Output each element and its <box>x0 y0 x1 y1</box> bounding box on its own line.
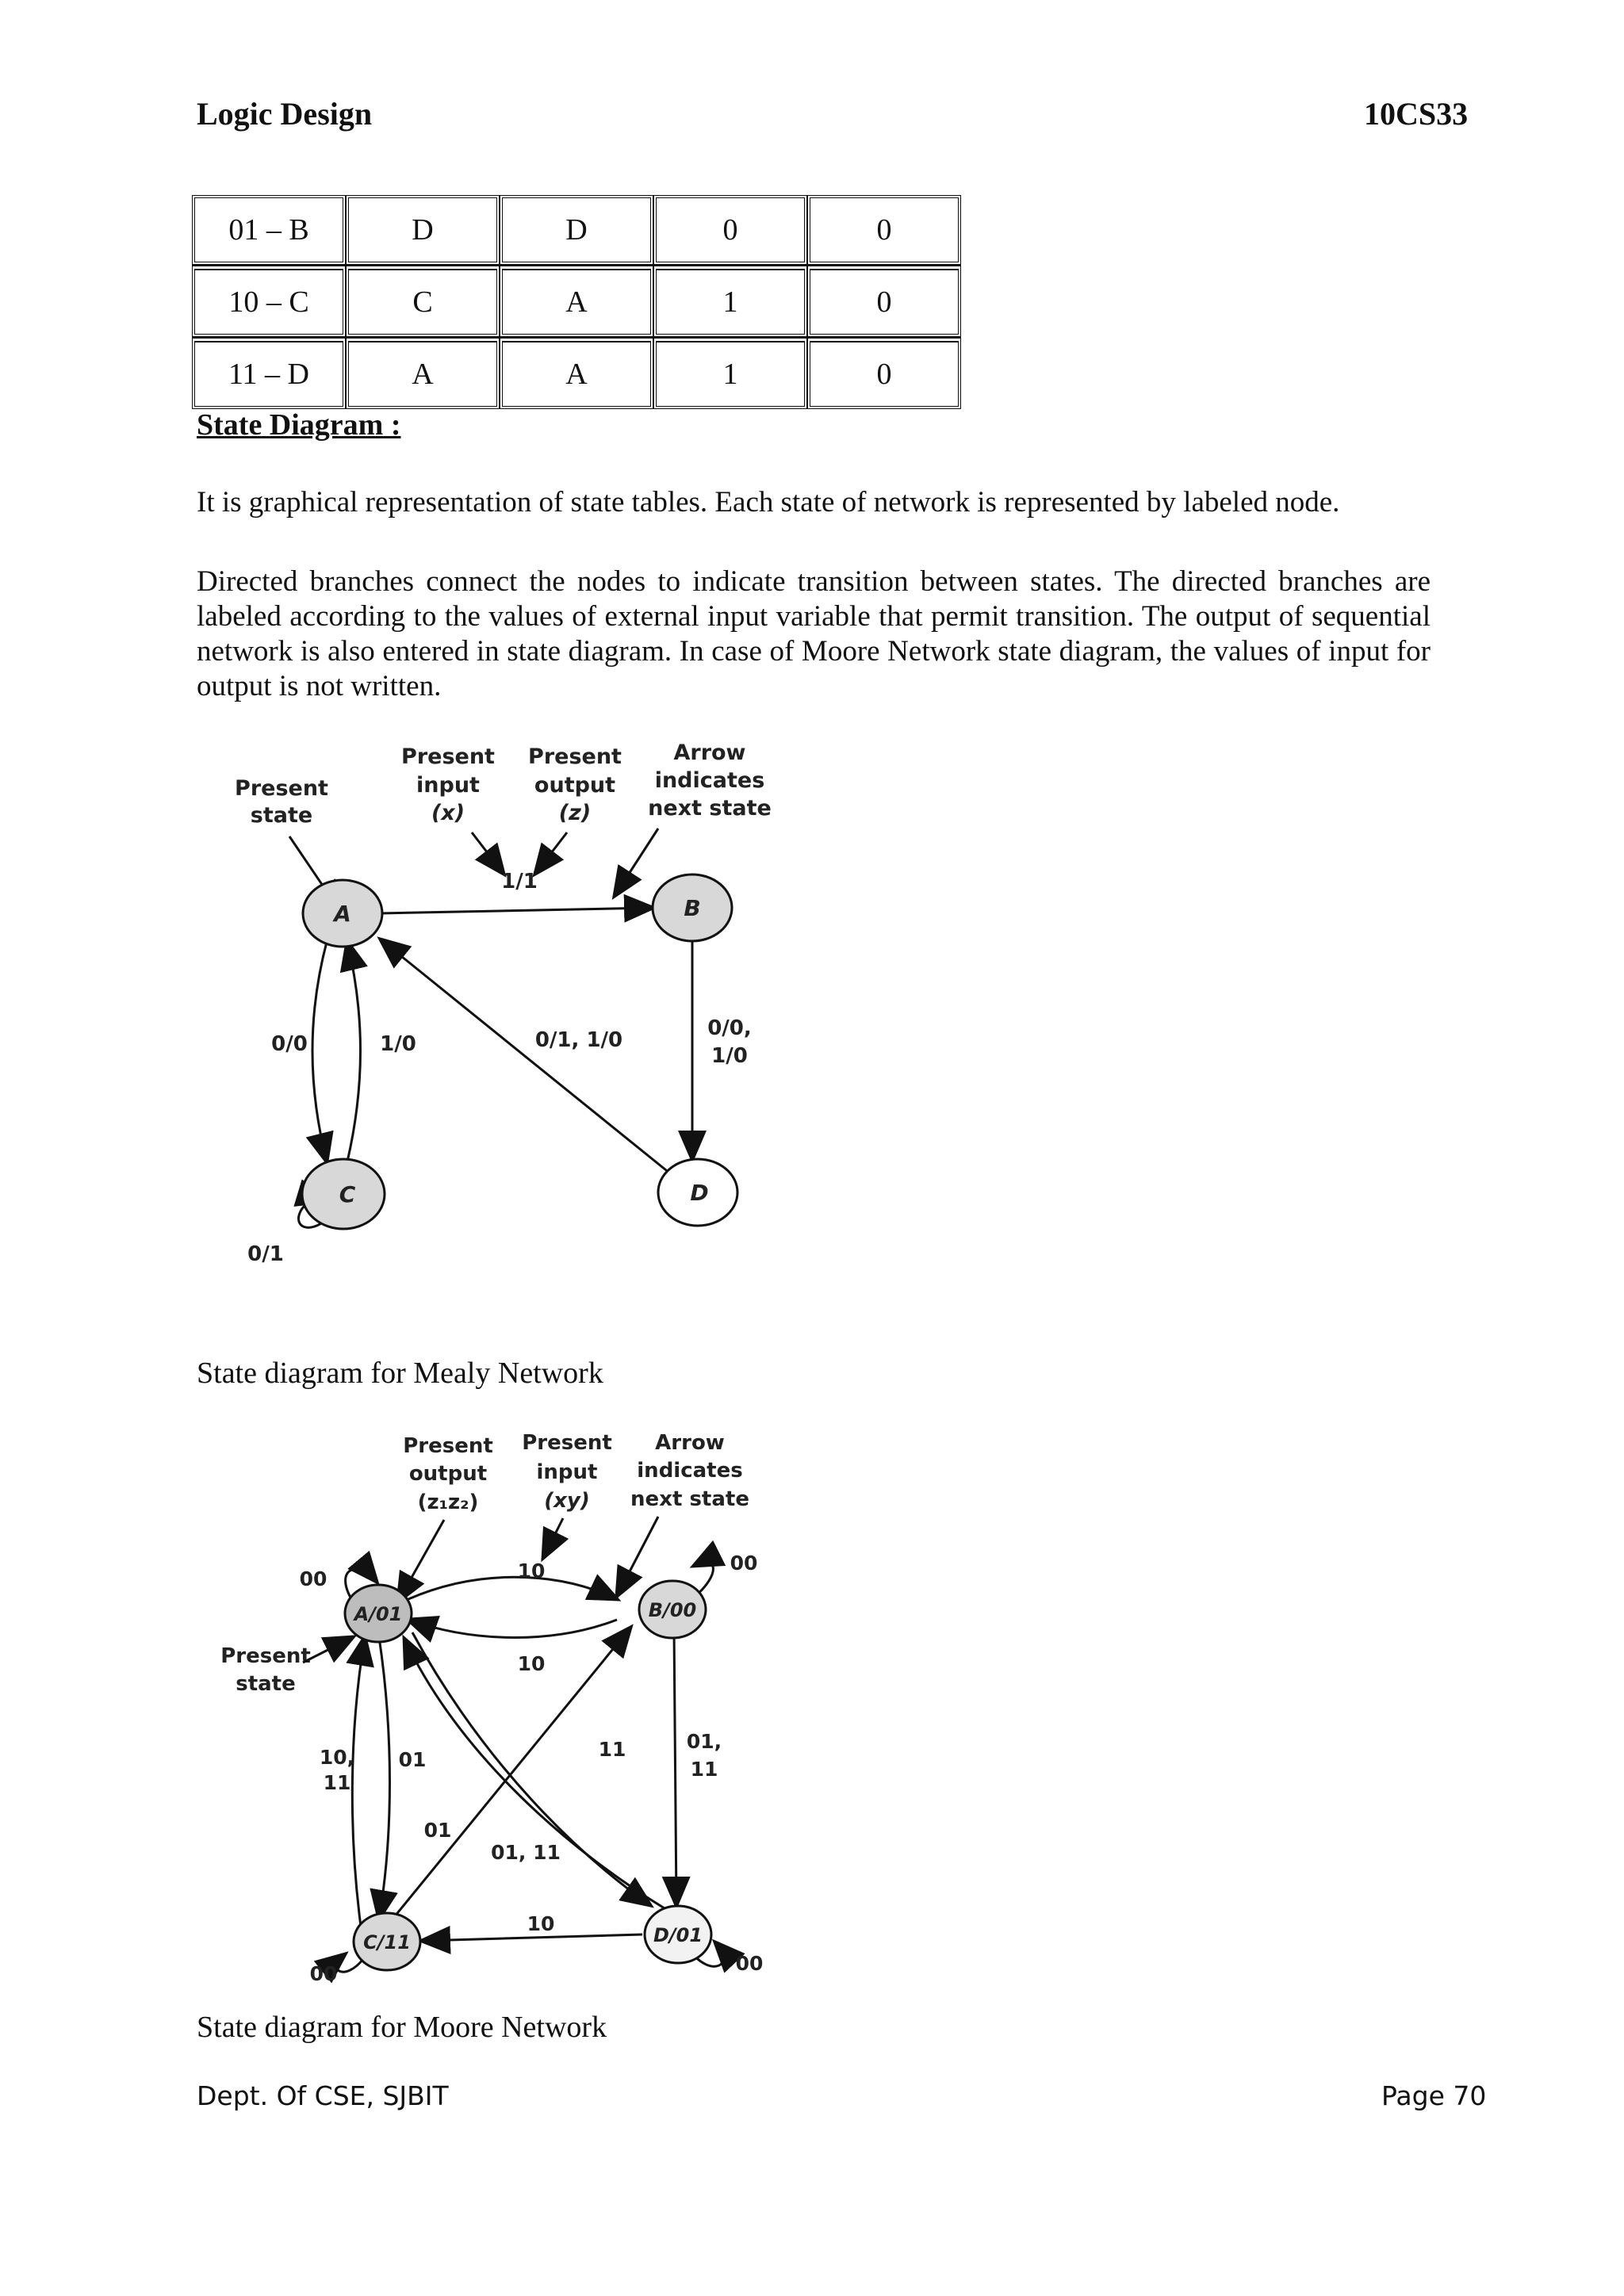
edge-label-b-d-2: 1/0 <box>711 1044 748 1068</box>
edge-label-a-b: 1/1 <box>501 870 538 894</box>
moore-label-d-c: 10 <box>527 1912 555 1935</box>
moore-label-b-d-2: 11 <box>690 1758 718 1781</box>
moore-label-a-b: 10 <box>517 1559 546 1582</box>
header-course-code: 10CS33 <box>1364 96 1469 132</box>
node-label-d: D <box>690 1180 709 1206</box>
table-cell: A <box>346 337 500 409</box>
moore-edge-b-a <box>408 1620 617 1638</box>
node-label-c: C <box>339 1181 356 1207</box>
paragraph-intro: It is graphical representation of state tables. Each state of network is represented by labeled node. <box>197 486 1340 519</box>
edge-label-b-d-1: 0/0, <box>707 1016 752 1040</box>
header-title: Logic Design <box>197 96 373 132</box>
table-cell: 11 – D <box>192 337 346 409</box>
moore-label-d-a: 11 <box>598 1738 626 1761</box>
section-title: State Diagram : <box>197 408 401 442</box>
table-cell: A <box>500 265 653 337</box>
moore-label-loop-c: 00 <box>309 1962 338 1985</box>
moore-annot-arrow-2: indicates <box>637 1459 743 1483</box>
table-cell: A <box>500 337 653 409</box>
moore-label-loop-b: 00 <box>730 1552 758 1575</box>
table-row <box>192 265 961 337</box>
annot-arrow-2: indicates <box>654 768 765 793</box>
edge-label-d-a: 0/1, 1/0 <box>534 1028 623 1052</box>
moore-label-c-a-2: 11 <box>323 1771 351 1794</box>
node-label-b: B <box>684 895 701 921</box>
annot-arrow-3: next state <box>648 796 772 821</box>
table-cell: D <box>500 195 653 265</box>
moore-annot-input-3: (xy) <box>544 1489 590 1513</box>
edge-c-a <box>347 942 361 1161</box>
moore-edge-b-d <box>674 1629 676 1905</box>
table-cell: 0 <box>807 195 961 265</box>
table-row <box>192 337 961 409</box>
edge-a-b <box>381 908 653 913</box>
paragraph-branches: Directed branches connect the nodes to indicate transition between states. The directed branches are labeled according to the values of external input variable that permit transition. The output of sequential network is also entered in state diagram. In case of Moore Network state diagram, the values of input for output is not written. <box>197 565 1431 702</box>
caption-mealy: State diagram for Mealy Network <box>197 1357 603 1390</box>
annot-input-1: Present <box>401 744 495 769</box>
moore-label-loop-a: 00 <box>299 1567 327 1590</box>
edge-label-a-c: 0/0 <box>271 1032 308 1056</box>
moore-annot-input-2: input <box>536 1460 598 1484</box>
moore-label-b-a: 10 <box>517 1652 546 1675</box>
footer-page-number: Page 70 <box>1381 2080 1487 2111</box>
table-cell: 10 – C <box>192 265 346 337</box>
moore-node-label-d: D/01 <box>653 1924 703 1946</box>
moore-annot-output-1: Present <box>403 1434 493 1458</box>
pointer-input <box>472 832 504 874</box>
edge-a-c <box>312 942 327 1161</box>
footer-department: Dept. Of CSE, SJBIT <box>197 2080 449 2111</box>
moore-pointer-next <box>617 1517 658 1596</box>
caption-moore: State diagram for Moore Network <box>197 2011 607 2044</box>
moore-annot-output-3: (z₁z₂) <box>417 1490 479 1514</box>
table-cell: 1 <box>653 337 807 409</box>
moore-annot-arrow-1: Arrow <box>655 1431 725 1455</box>
table-cell: 0 <box>807 337 961 409</box>
mealy-state-diagram <box>214 729 801 1284</box>
moore-pointer-input <box>543 1518 563 1558</box>
moore-node-label-b: B/00 <box>648 1599 697 1621</box>
moore-label-b-d-1: 01, <box>686 1730 722 1753</box>
annot-present-state-2: state <box>250 803 313 828</box>
table-cell: 0 <box>653 195 807 265</box>
moore-state-diagram <box>214 1423 801 1994</box>
moore-edge-a-b <box>408 1577 617 1599</box>
moore-annot-input-1: Present <box>522 1431 612 1455</box>
moore-edge-a-c <box>379 1637 390 1919</box>
moore-edge-c-b <box>391 1628 630 1921</box>
pointer-output <box>535 832 567 874</box>
moore-node-label-c: C/11 <box>363 1931 411 1954</box>
annot-arrow-1: Arrow <box>673 740 746 765</box>
moore-label-a-d: 01, 11 <box>491 1841 561 1864</box>
table-cell: C <box>346 265 500 337</box>
table-cell: 1 <box>653 265 807 337</box>
moore-label-loop-d: 00 <box>735 1952 764 1975</box>
moore-annot-state-1: Present <box>220 1644 311 1668</box>
table-row <box>192 195 961 265</box>
table-cell: 01 – B <box>192 195 346 265</box>
moore-label-c-b: 01 <box>423 1819 452 1842</box>
annot-output-1: Present <box>528 744 622 769</box>
annot-present-state-1: Present <box>235 776 328 801</box>
annot-output-3: (z) <box>558 801 592 825</box>
annot-input-2: input <box>416 773 480 798</box>
edge-label-c-a: 1/0 <box>380 1032 416 1056</box>
moore-annot-state-2: state <box>236 1672 296 1696</box>
annot-output-2: output <box>534 773 616 798</box>
moore-annot-arrow-3: next state <box>630 1487 749 1511</box>
moore-node-label-a: A/01 <box>354 1603 403 1625</box>
node-label-a: A <box>334 901 351 927</box>
annot-input-3: (x) <box>431 801 465 825</box>
edge-d-a <box>381 939 670 1173</box>
moore-edge-c-a <box>352 1637 365 1927</box>
moore-edge-d-a <box>404 1639 665 1908</box>
edge-label-c-c: 0/1 <box>247 1242 284 1266</box>
state-table <box>192 195 961 409</box>
pointer-next-state <box>615 828 658 896</box>
moore-annot-output-2: output <box>408 1462 488 1486</box>
table-cell: D <box>346 195 500 265</box>
moore-label-a-c: 01 <box>398 1748 427 1771</box>
moore-label-c-a-1: 10, <box>319 1746 355 1769</box>
moore-edge-d-c <box>422 1934 642 1941</box>
table-cell: 0 <box>807 265 961 337</box>
